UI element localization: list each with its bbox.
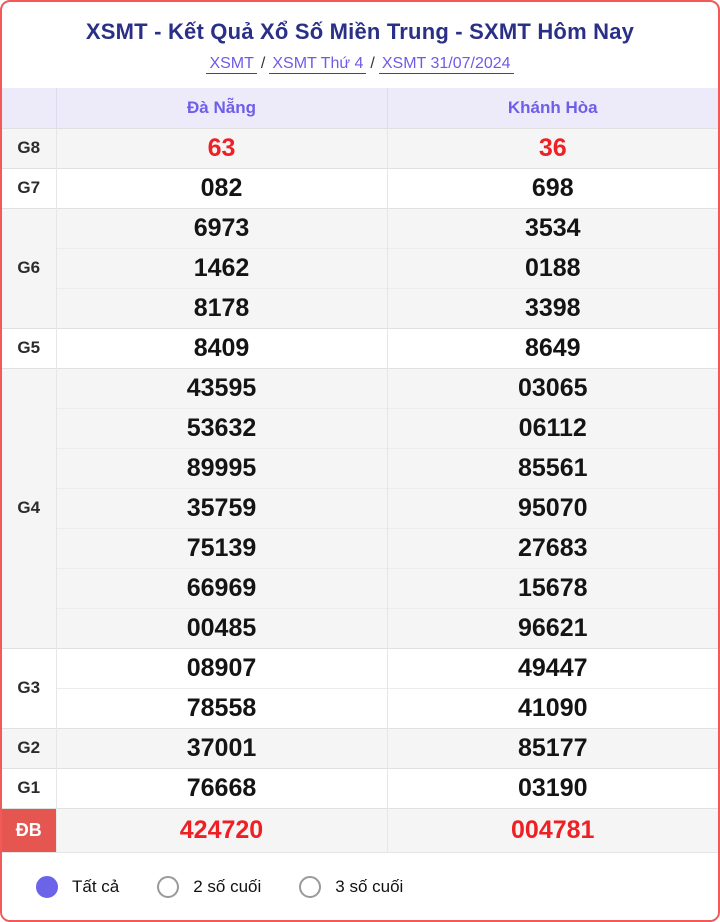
breadcrumb-separator: / bbox=[260, 55, 266, 72]
table-row bbox=[2, 288, 718, 328]
filter-option-label: Tất cả bbox=[72, 876, 120, 896]
radio-selected-icon[interactable] bbox=[36, 876, 58, 898]
result-value: 424720 bbox=[56, 808, 387, 852]
table-row bbox=[2, 488, 718, 528]
result-value: 85561 bbox=[387, 448, 718, 488]
result-value: 698 bbox=[387, 168, 718, 208]
result-value: 76668 bbox=[56, 768, 387, 808]
result-value: 6973 bbox=[56, 208, 387, 248]
prize-label-g7: G7 bbox=[2, 168, 56, 208]
radio-unselected-icon[interactable] bbox=[299, 876, 321, 898]
result-value: 004781 bbox=[387, 808, 718, 852]
table-row bbox=[2, 648, 718, 688]
result-value: 03190 bbox=[387, 768, 718, 808]
table-row bbox=[2, 248, 718, 288]
prize-label-g5: G5 bbox=[2, 328, 56, 368]
prize-label-g6: G6 bbox=[2, 208, 56, 328]
breadcrumb-link-xsmt-date[interactable]: XSMT 31/07/2024 bbox=[379, 55, 514, 74]
table-row bbox=[2, 608, 718, 648]
result-value: 66969 bbox=[56, 568, 387, 608]
table-row bbox=[2, 368, 718, 408]
result-value: 53632 bbox=[56, 408, 387, 448]
results-table bbox=[2, 88, 718, 852]
result-value: 35759 bbox=[56, 488, 387, 528]
prize-label-g1: G1 bbox=[2, 768, 56, 808]
filter-option-label: 3 số cuối bbox=[335, 876, 404, 896]
breadcrumb bbox=[2, 55, 718, 73]
table-row bbox=[2, 568, 718, 608]
table-row bbox=[2, 448, 718, 488]
result-value: 3534 bbox=[387, 208, 718, 248]
table-row bbox=[2, 328, 718, 368]
result-value: 0188 bbox=[387, 248, 718, 288]
result-value: 85177 bbox=[387, 728, 718, 768]
prize-label-g4: G4 bbox=[2, 368, 56, 648]
page-header bbox=[2, 2, 718, 88]
table-row bbox=[2, 528, 718, 568]
column-header-da-nang: Đà Nẵng bbox=[56, 88, 387, 128]
breadcrumb-link-xsmt[interactable]: XSMT bbox=[206, 55, 256, 74]
breadcrumb-link-xsmt-thu-4[interactable]: XSMT Thứ 4 bbox=[269, 55, 366, 74]
table-row bbox=[2, 128, 718, 168]
table-row bbox=[2, 768, 718, 808]
result-value: 08907 bbox=[56, 648, 387, 688]
breadcrumb-separator: / bbox=[370, 55, 375, 72]
result-value: 63 bbox=[56, 128, 387, 168]
result-value: 78558 bbox=[56, 688, 387, 728]
filter-option-last-2-digits[interactable] bbox=[157, 876, 261, 898]
result-value: 8178 bbox=[56, 288, 387, 328]
filter-option-label: 2 số cuối bbox=[193, 876, 262, 896]
result-value: 95070 bbox=[387, 488, 718, 528]
table-row bbox=[2, 728, 718, 768]
result-value: 37001 bbox=[56, 728, 387, 768]
result-value: 06112 bbox=[387, 408, 718, 448]
result-value: 36 bbox=[387, 128, 718, 168]
table-row-special-prize bbox=[2, 808, 718, 852]
result-value: 3398 bbox=[387, 288, 718, 328]
result-value: 43595 bbox=[56, 368, 387, 408]
page-title: XSMT - Kết Quả Xổ Số Miền Trung - SXMT Hôm Nay bbox=[85, 19, 635, 44]
prize-label-db: ĐB bbox=[2, 808, 56, 852]
table-row bbox=[2, 168, 718, 208]
table-row bbox=[2, 408, 718, 448]
prize-column-corner bbox=[2, 88, 56, 128]
prize-label-g8: G8 bbox=[2, 128, 56, 168]
result-value: 8649 bbox=[387, 328, 718, 368]
table-row bbox=[2, 688, 718, 728]
table-header-row bbox=[2, 88, 718, 128]
prize-label-g2: G2 bbox=[2, 728, 56, 768]
filter-option-all[interactable] bbox=[36, 876, 119, 898]
result-value: 27683 bbox=[387, 528, 718, 568]
result-value: 15678 bbox=[387, 568, 718, 608]
result-value: 49447 bbox=[387, 648, 718, 688]
display-filter-bar bbox=[2, 852, 718, 920]
result-value: 75139 bbox=[56, 528, 387, 568]
result-value: 082 bbox=[56, 168, 387, 208]
result-value: 41090 bbox=[387, 688, 718, 728]
result-value: 03065 bbox=[387, 368, 718, 408]
result-value: 96621 bbox=[387, 608, 718, 648]
prize-label-g3: G3 bbox=[2, 648, 56, 728]
column-header-khanh-hoa: Khánh Hòa bbox=[387, 88, 718, 128]
table-row bbox=[2, 208, 718, 248]
result-value: 8409 bbox=[56, 328, 387, 368]
result-value: 89995 bbox=[56, 448, 387, 488]
radio-unselected-icon[interactable] bbox=[157, 876, 179, 898]
filter-option-last-3-digits[interactable] bbox=[299, 876, 403, 898]
result-value: 00485 bbox=[56, 608, 387, 648]
result-value: 1462 bbox=[56, 248, 387, 288]
